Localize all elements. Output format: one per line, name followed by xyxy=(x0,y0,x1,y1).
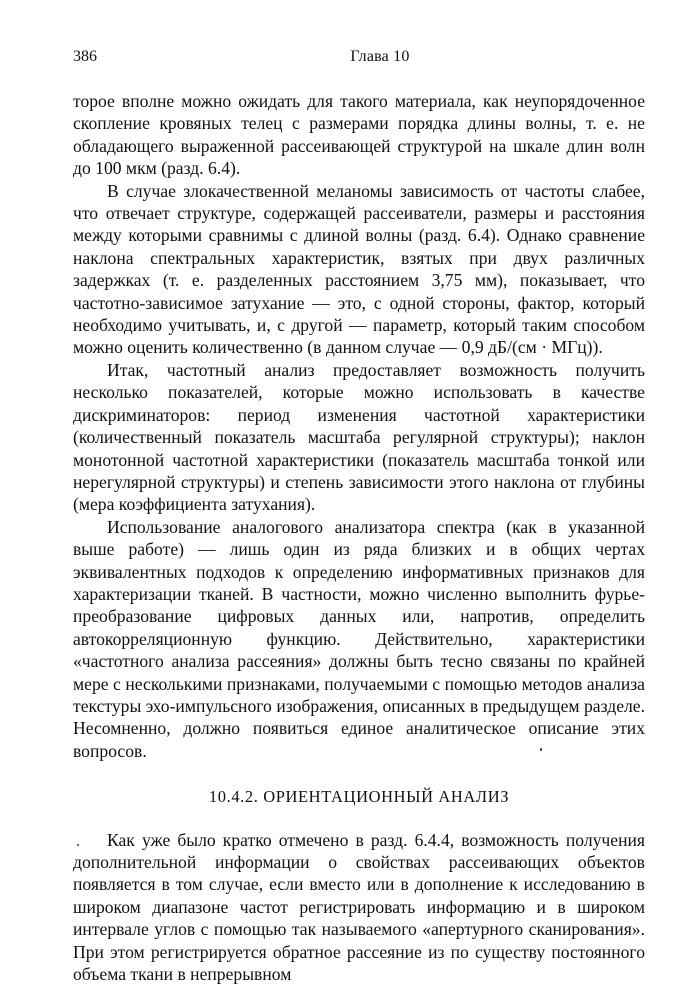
paragraph-spectrum-analyzer: Использование аналогового анализатора спектра (как в указанной выше работе) — лишь один из ряда близких и в общих чертах эквивалентных подходов к определению информативных признаков для характеризации тканей. В частности, можно численно выполнить фурье-преобразование цифровых данных или, напротив, определить автокорреляционную функцию. Действительно, характеристики «частотного анализа рассеяния» должны быть тесно связаны по крайней мере с несколькими признаками, получаемыми с помощью методов анализа текстуры эхо-импульсного изображения, описанных в предыдущем разделе. Несомненно, должно появиться единое аналитическое описание этих вопросов. xyxy=(73,516,645,761)
paragraph-melanoma: В случае злокачественной меланомы зависимость от частоты слабее, что отвечает структуре, содержащей рассеиватели, размеры и расстояния между которыми сравнимы с длиной волны (разд. 6.4). Однако сравнение наклона спектральных характеристик, взятых при двух различных задержках (т. е. разделенных расстоянием 3,75 мм), показывает, что частотно-зависимое затухание — это, с одной стороны, фактор, который необходимо учитывать, и, с другой — параметр, который таким способом можно оценить количественно (в данном случае — 0,9 дБ/(см · МГц)). xyxy=(73,180,645,358)
running-head: Глава 10 xyxy=(350,48,410,65)
paragraph-continuation: торое вполне можно ожидать для такого материала, как неупорядоченное скопление кровяных телец с размерами порядка длины волны, т. е. не обладающего выраженной рассеивающей структурой на шкале длин волн до 100 мкм (разд. 6.4). xyxy=(73,91,645,179)
paragraph-orientation-analysis: Как уже было кратко отмечено в разд. 6.4.4, возможность получения дополнительной информации о свойствах рассеивающих объектов появляется в том случае, если вместо или в дополнение к исследованию в широком диапазоне частот регистрировать информацию и в широком интервале углов с помощью так называемого «апертурного сканирования». При этом регистрируется обратное рассеяние из по существу постоянного объема ткани в непрерывном xyxy=(73,829,645,985)
scan-speck xyxy=(77,844,79,846)
paragraph-frequency-analysis: Итак, частотный анализ предоставляет возможность получить несколько показателей, которые можно использовать в качестве дискриминаторов: период изменения частотной характеристики (количественный показатель масштаба регулярной структуры); наклон монотонной частотной характеристики (показатель масштаба тонкой или нерегулярной структуры) и степень зависимости этого наклона от глубины (мера коэффициента затухания). xyxy=(73,359,645,515)
body-text xyxy=(73,90,645,985)
section-heading: 10.4.2. ОРИЕНТАЦИОННЫЙ АНАЛИЗ xyxy=(208,787,510,807)
page-number: 386 xyxy=(73,48,97,65)
scan-speck xyxy=(540,748,542,751)
